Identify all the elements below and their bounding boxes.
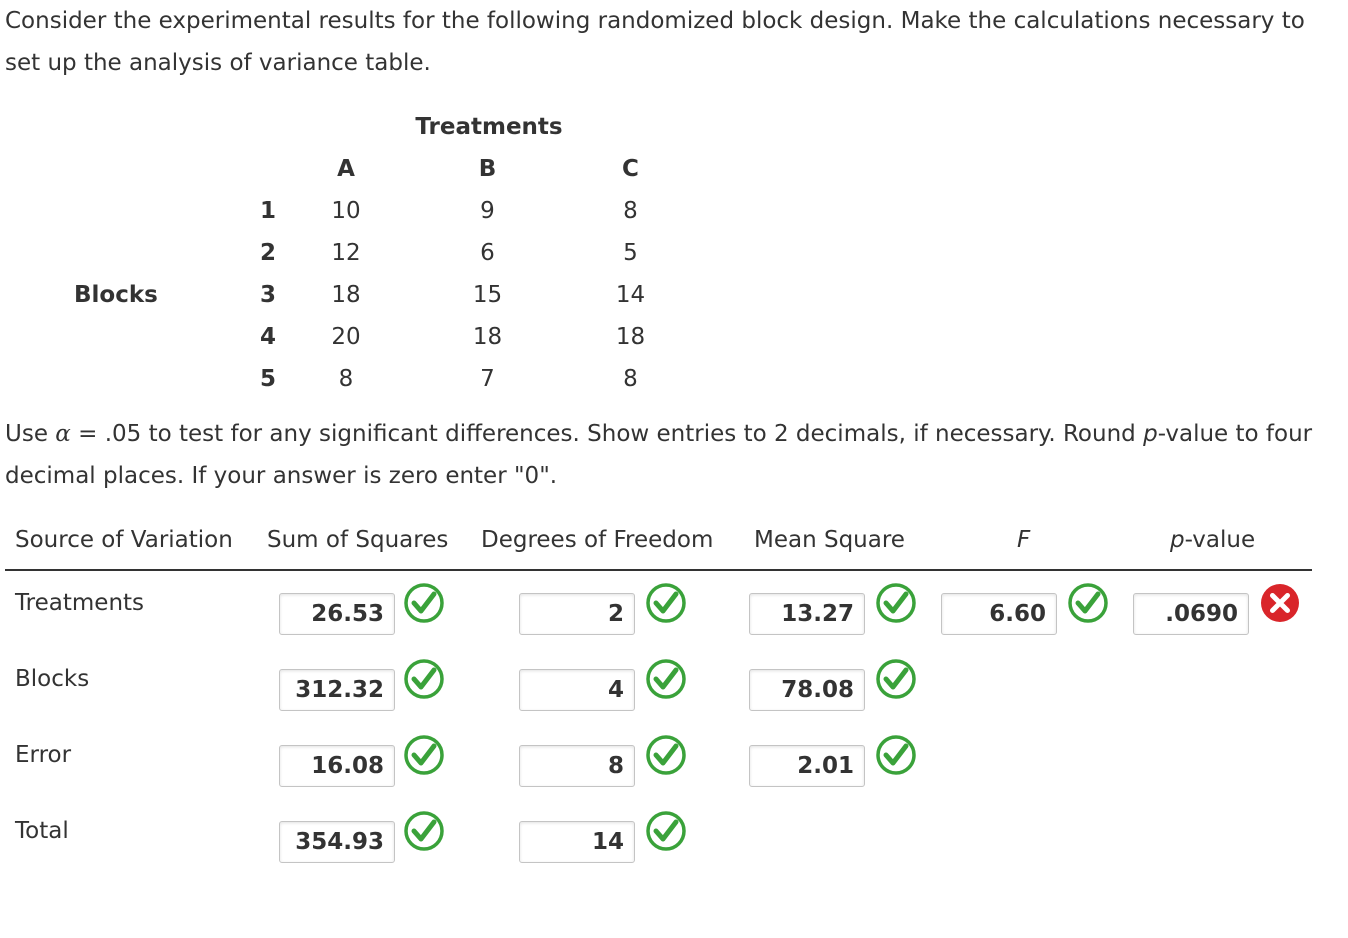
error-df-input[interactable]: 8 <box>519 745 635 787</box>
check-circle-icon <box>403 810 445 852</box>
block-number: 1 <box>259 198 276 224</box>
block-number: 3 <box>259 282 276 308</box>
treatments-f-input[interactable]: 6.60 <box>941 593 1057 635</box>
check-circle-icon <box>1067 582 1109 624</box>
table-cell: 14 <box>615 282 646 308</box>
row-label-total: Total <box>15 818 69 844</box>
check-circle-icon <box>645 734 687 776</box>
x-circle-icon <box>1259 582 1301 624</box>
table-cell: 8 <box>338 366 354 392</box>
check-circle-icon <box>875 582 917 624</box>
column-header-a: A <box>337 156 355 182</box>
table-cell: 5 <box>623 240 638 266</box>
block-number: 5 <box>259 366 276 392</box>
header-mean-square: Mean Square <box>754 527 905 553</box>
error-ss-input[interactable]: 16.08 <box>279 745 395 787</box>
total-df-input[interactable]: 14 <box>519 821 635 863</box>
table-row <box>62 232 702 274</box>
treatments-df-input[interactable]: 2 <box>519 593 635 635</box>
block-number: 4 <box>259 324 276 350</box>
table-cell: 20 <box>331 324 361 350</box>
check-circle-icon <box>403 582 445 624</box>
table-row <box>62 190 702 232</box>
table-cell: 12 <box>331 240 361 266</box>
blocks-ss-input[interactable]: 312.32 <box>279 669 395 711</box>
check-circle-icon <box>645 658 687 700</box>
table-cell: 8 <box>623 366 638 392</box>
table-cell: 9 <box>480 198 495 224</box>
table-row <box>62 358 702 400</box>
blocks-df-input[interactable]: 4 <box>519 669 635 711</box>
treatments-ms-input[interactable]: 13.27 <box>749 593 865 635</box>
treatments-header: Treatments <box>415 114 563 140</box>
header-p-value: p-value <box>1170 527 1256 553</box>
instructions: Use α = .05 to test for any significant differences. Show entries to 2 decimals, if necessary. Round p-value to four decimal places. If your answer is zero enter "0". <box>5 421 1313 489</box>
block-number: 2 <box>259 240 276 266</box>
row-label-blocks: Blocks <box>15 666 90 692</box>
column-header-c: C <box>622 156 639 182</box>
table-cell: 18 <box>615 324 646 350</box>
treatments-ss-input[interactable]: 26.53 <box>279 593 395 635</box>
check-circle-icon <box>875 658 917 700</box>
problem-intro: Consider the experimental results for the following randomized block design. Make the calculations necessary to set up the analysis of variance table. <box>5 8 1305 76</box>
treatments-p-value-input[interactable]: .0690 <box>1133 593 1249 635</box>
table-cell: 10 <box>331 198 361 224</box>
header-f: F <box>1017 527 1031 553</box>
table-cell: 8 <box>623 198 638 224</box>
experiment-data-table <box>62 106 702 400</box>
row-label-error: Error <box>15 742 72 768</box>
table-row <box>62 316 702 358</box>
blocks-ms-input[interactable]: 78.08 <box>749 669 865 711</box>
table-cell: 7 <box>480 366 495 392</box>
check-circle-icon <box>403 734 445 776</box>
header-source: Source of Variation <box>15 527 233 553</box>
table-cell: 18 <box>331 282 361 308</box>
row-label-treatments: Treatments <box>15 590 145 616</box>
check-circle-icon <box>403 658 445 700</box>
table-row <box>62 274 702 316</box>
check-circle-icon <box>875 734 917 776</box>
header-degrees-of-freedom: Degrees of Freedom <box>481 527 714 553</box>
table-cell: 6 <box>480 240 495 266</box>
header-sum-of-squares: Sum of Squares <box>267 527 449 553</box>
alpha-symbol: α <box>55 421 71 447</box>
header-divider <box>5 569 1312 571</box>
check-circle-icon <box>645 810 687 852</box>
blocks-label: Blocks <box>74 282 158 308</box>
table-cell: 15 <box>472 282 503 308</box>
table-cell: 18 <box>472 324 503 350</box>
total-ss-input[interactable]: 354.93 <box>279 821 395 863</box>
check-circle-icon <box>645 582 687 624</box>
error-ms-input[interactable]: 2.01 <box>749 745 865 787</box>
column-header-b: B <box>478 156 497 182</box>
